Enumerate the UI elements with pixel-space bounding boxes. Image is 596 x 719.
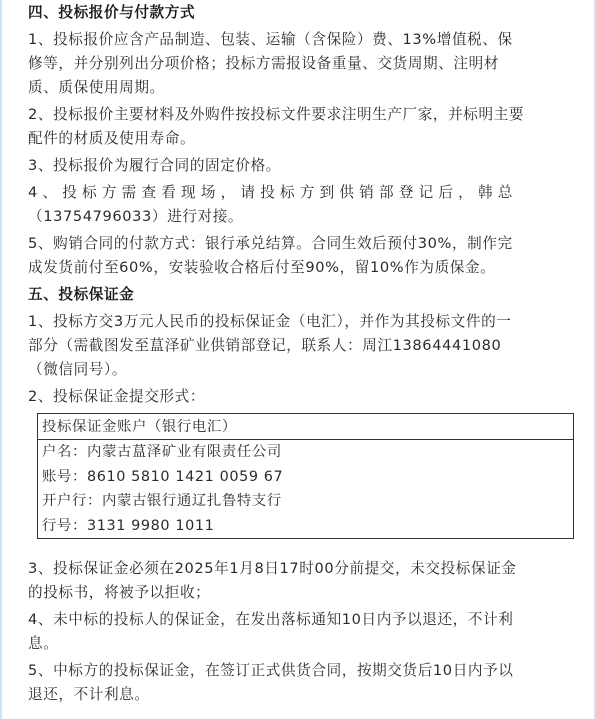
text-line: 2、投标保证金提交形式： xyxy=(28,388,206,405)
text-line: 3、投标保证金必须在2025年1月8日17时00分前提交，未交投标保证金 xyxy=(28,560,517,578)
account-number-cell: 账号：8610 5810 1421 0059 67 xyxy=(42,468,284,485)
text-line: 4、未中标的投标人的保证金，在发出落标通知10日内予以退还，不计利 xyxy=(28,611,514,629)
text-line: 5、中标方的投标保证金，在签订正式供货合同，按期交货后10日内予以 xyxy=(28,662,514,680)
text-line: 修等，并分别列出分项价格；投标方需报设备重量、交货周期、注明材 xyxy=(28,55,500,72)
text-line: 质、质保使用周期。 xyxy=(28,79,165,96)
deposit-account-table xyxy=(37,413,574,539)
text-line: 1、投标报价应含产品制造、包装、运输（含保险）费、13%增值税、保 xyxy=(28,31,513,48)
text-line: 部分（需截图发至蒀泽矿业供销部登记，联系人：周江13864441080 xyxy=(28,337,502,354)
bank-code-cell: 行号：3131 9980 1011 xyxy=(42,518,215,535)
table-row xyxy=(38,489,574,514)
table-header-cell: 投标保证金账户（银行电汇） xyxy=(38,414,574,440)
section4-heading: 四、投标报价与付款方式 xyxy=(28,4,196,21)
table-header-row xyxy=(38,414,574,440)
text-line: 1、投标方交3万元人民币的投标保证金（电汇），并作为其投标文件的一 xyxy=(28,313,512,330)
text-line: （13754796033）进行对接。 xyxy=(28,208,244,225)
section4-item2 xyxy=(28,103,571,151)
section5-item4 xyxy=(28,608,571,656)
text-line: 息。 xyxy=(28,635,59,653)
text-line: 成发货前付至60%，安装验收合格后付至90%，留10%作为质保金。 xyxy=(28,259,496,276)
text-line: 3、投标报价为履行合同的固定价格。 xyxy=(28,157,281,174)
text-line: 的投标书，将被予以拒收； xyxy=(28,584,211,602)
section5-item2 xyxy=(28,385,571,409)
text-line: 5、购销合同的付款方式：银行承兑结算。合同生效后预付30%，制作完 xyxy=(28,235,513,252)
text-line: 配件的材质及使用寿命。 xyxy=(28,130,196,147)
account-name-cell: 户名：内蒙古蒀泽矿业有限责任公司 xyxy=(42,444,282,461)
bank-branch-cell: 开户行：内蒙古银行通辽扎鲁特支行 xyxy=(42,493,282,510)
text-line: （微信同号）。 xyxy=(28,361,128,378)
text-line: 4、投标方需查看现场，请投标方到供销部登记后，韩总 xyxy=(28,184,518,201)
section5-item1 xyxy=(28,310,571,382)
text-line: 2、投标报价主要材料及外购件按投标文件要求注明生产厂家，并标明主要 xyxy=(28,106,525,123)
table-row xyxy=(38,465,574,490)
section4-item5 xyxy=(28,232,571,280)
table-row xyxy=(38,440,574,465)
text-line: 退还，不计利息。 xyxy=(28,686,150,704)
section5-item3 xyxy=(28,557,571,605)
section5-heading: 五、投标保证金 xyxy=(28,286,135,303)
section4-item3 xyxy=(28,154,571,178)
table-row xyxy=(38,514,574,539)
section5-item5 xyxy=(28,659,571,707)
section4-item1 xyxy=(28,28,571,100)
section4-item4 xyxy=(28,181,571,229)
